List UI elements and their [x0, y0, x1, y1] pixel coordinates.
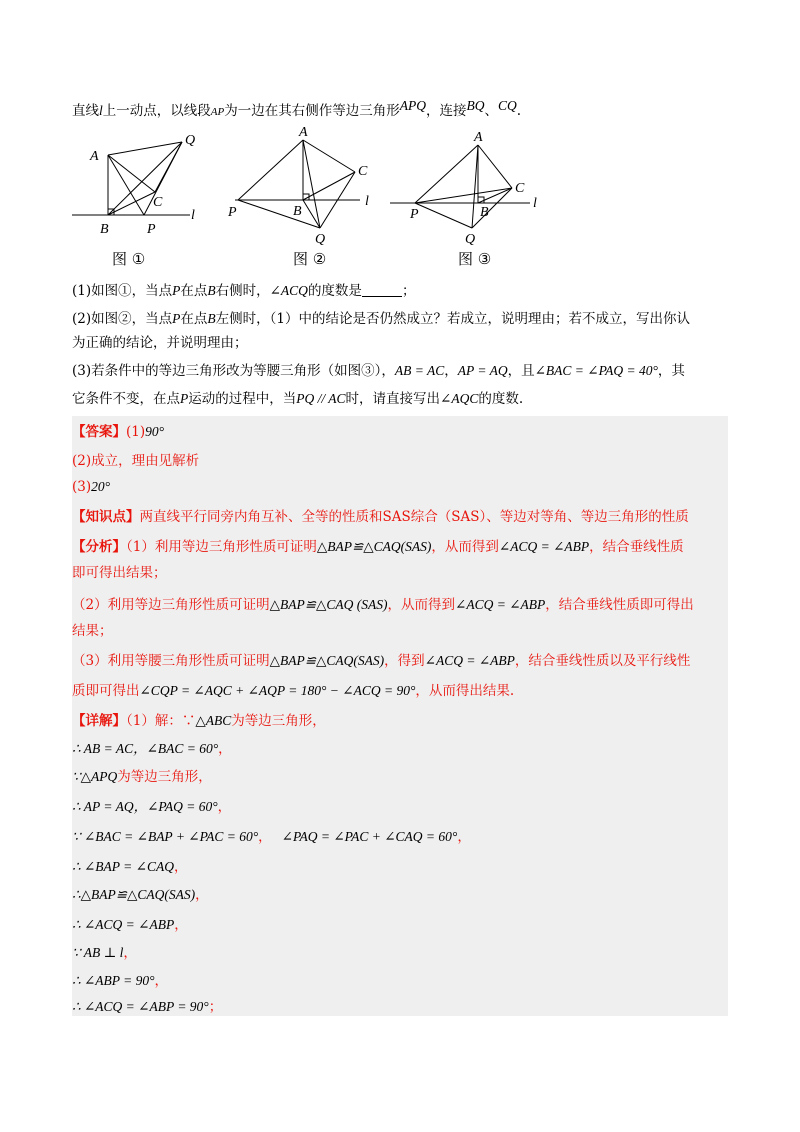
intro-text: ，连接 — [425, 103, 467, 119]
detail-text: ， — [174, 917, 188, 933]
detail-line-4 — [72, 826, 732, 848]
figure-1-caption: 图 ① — [112, 250, 146, 268]
analysis-text: （2）利用等边三角形性质可证明 — [72, 597, 270, 613]
knowledge-text: 两直线平行同旁内角互补、全等的性质和SAS综合（SAS）、等边对等角、等边三角形的性质 — [139, 509, 689, 525]
math-b: B — [207, 311, 216, 326]
answer-value-3: 20° — [91, 479, 111, 494]
detail-line-6 — [72, 884, 732, 906]
q2-text: 左侧时，（1）中的结论是否仍然成立？若成立，说明理由；若不成立，写出你认 — [215, 311, 690, 327]
detail-text: ， — [457, 829, 471, 845]
detail-line-0 — [72, 710, 732, 732]
math-ap-aq: AP = AQ — [457, 363, 508, 378]
detail-text: ， — [258, 829, 272, 845]
q1-text: (1)如图①，当点 — [72, 283, 173, 299]
math-cq: CQ — [497, 98, 517, 113]
fig2-label-l: l — [365, 194, 369, 209]
detail-text: ， — [195, 887, 209, 903]
q3-text: 运动的过程中，当 — [188, 391, 297, 407]
fig2-label-c: C — [358, 164, 368, 179]
fig2-label-q: Q — [315, 232, 326, 247]
fig1-label-a: A — [90, 149, 99, 164]
answer-line-3 — [72, 476, 732, 498]
analysis-text: ，从而得到 — [431, 539, 499, 555]
fig1-label-l: l — [191, 208, 195, 223]
intro-text: 、 — [484, 103, 498, 119]
math-angles-40: ∠BAC = ∠PAQ = 40° — [534, 363, 658, 378]
q3-text: ， — [444, 363, 458, 379]
fig3-label-l: l — [533, 196, 537, 211]
question-3-line-1 — [72, 360, 732, 382]
detail-text: ， — [218, 741, 232, 757]
math-angle-acq: ∠ACQ — [269, 283, 308, 298]
detail-text: （1）解：∵ — [126, 713, 196, 729]
detail-math: ∵ ∠BAC = ∠BAP + ∠PAC = 60° — [72, 829, 259, 844]
q3-text: (3)若条件中的等边三角形改为等腰三角形（如图③）， — [72, 363, 395, 379]
detail-text: 为等边三角形， — [117, 769, 212, 785]
analysis-line-4: 结果； — [72, 623, 113, 639]
answer-blank — [362, 282, 402, 297]
analysis-tag: 【分析】 — [72, 539, 126, 555]
answer-text: (1) — [126, 424, 146, 440]
detail-text: 为等边三角形， — [231, 713, 326, 729]
intro-text: 上一动点，以线段 — [102, 103, 211, 119]
answer-line-2: (2)成立，理由见解析 — [72, 453, 200, 469]
detail-text: ， — [154, 973, 169, 989]
q3-text: ，且 — [507, 363, 535, 379]
analysis-line-3 — [72, 594, 732, 616]
fig3-label-q: Q — [465, 232, 476, 247]
analysis-text: （3）利用等腰三角形性质可证明 — [72, 653, 270, 669]
intro-text: . — [516, 103, 522, 119]
question-1 — [72, 280, 732, 302]
intro-text: 直线 — [72, 103, 99, 119]
math-b: B — [207, 283, 216, 298]
detail-line-9 — [72, 970, 732, 992]
q1-text: 在点 — [180, 283, 208, 299]
math-angle-aqc: ∠AQC — [440, 391, 479, 406]
fig1-label-q: Q — [185, 133, 196, 148]
analysis-text: （1）利用等边三角形性质可证明 — [126, 539, 317, 555]
question-3-line-2 — [72, 388, 732, 410]
fig1-label-c: C — [153, 195, 163, 210]
math-l: l — [99, 103, 103, 118]
detail-line-10 — [72, 996, 732, 1018]
fig3-label-b: B — [480, 205, 489, 220]
math-p: P — [172, 283, 181, 298]
detail-text: ； — [208, 999, 223, 1015]
q2-text: 在点 — [180, 311, 208, 327]
analysis-text: ，得到 — [384, 653, 425, 669]
analysis-line-1 — [72, 536, 732, 558]
detail-math: ∴ ∠ABP = 90° — [72, 973, 155, 988]
math-p: P — [180, 391, 189, 406]
intro-text: 为一边在其右侧作等边三角形 — [224, 103, 400, 119]
math-congruence: △BAP≌△CAQ (SAS) — [269, 597, 388, 612]
detail-tag: 【详解】 — [72, 713, 126, 729]
math-angle-equality: ∠ACQ = ∠ABP — [455, 597, 546, 612]
detail-text: ， — [123, 945, 137, 961]
analysis-line-2: 即可得出结果； — [72, 565, 167, 581]
question-2-line-1 — [72, 308, 732, 330]
detail-text: ， — [217, 799, 232, 815]
detail-line-5 — [72, 856, 732, 878]
fig1-label-p: P — [147, 222, 156, 237]
detail-math: ∴ AP = AQ，∠PAQ = 60° — [72, 799, 218, 814]
analysis-line-5 — [72, 650, 732, 672]
question-2-line-2: 为正确的结论，并说明理由； — [72, 335, 248, 351]
math-bq: BQ — [466, 98, 485, 113]
detail-line-3 — [72, 796, 732, 818]
detail-math: ∵ AB ⊥ l — [72, 945, 124, 960]
knowledge-line — [72, 506, 732, 528]
figure-2-caption: 图 ② — [293, 250, 327, 268]
detail-line-7 — [72, 914, 732, 936]
q3-text: ，其 — [657, 363, 685, 379]
fig1-label-b: B — [100, 222, 109, 237]
math-angle-equality: ∠ACQ = ∠ABP — [424, 653, 515, 668]
detail-math: ∴ ∠BAP = ∠CAQ — [72, 859, 174, 874]
q1-text: 右侧时， — [215, 283, 270, 299]
detail-line-8 — [72, 942, 732, 964]
detail-text: ， — [173, 859, 188, 875]
analysis-text: ，从而得到 — [387, 597, 456, 613]
fig3-label-a: A — [474, 130, 483, 145]
q3-text: 时，请直接写出 — [345, 391, 441, 407]
knowledge-tag: 【知识点】 — [72, 509, 140, 525]
analysis-text: ，从而得出结果. — [415, 683, 515, 699]
fig2-label-p: P — [228, 205, 237, 220]
detail-line-1 — [72, 738, 732, 760]
q3-text: 的度数. — [478, 391, 524, 407]
fig2-label-a: A — [299, 125, 308, 140]
q2-text: (2)如图②，当点 — [72, 311, 173, 327]
math-p: P — [172, 311, 181, 326]
detail-math: ∵△APQ — [72, 769, 118, 784]
math-apq: APQ — [399, 98, 426, 113]
q1-text: ； — [401, 283, 416, 299]
analysis-text: 质即可得出 — [72, 683, 140, 699]
math-triangle-abc: △ABC — [195, 713, 232, 728]
math-congruence: △BAP≌△CAQ(SAS) — [316, 539, 432, 554]
detail-math: ∴ ∠ACQ = ∠ABP — [72, 917, 175, 932]
math-angle-sum: ∠CQP = ∠AQC + ∠AQP = 180° − ∠ACQ = 90° — [139, 683, 416, 698]
figure-3-caption: 图 ③ — [458, 250, 492, 268]
answer-value-1: 90° — [145, 424, 165, 439]
detail-math: ∴△BAP≌△CAQ(SAS) — [72, 887, 196, 902]
detail-math: ∠PAQ = ∠PAC + ∠CAQ = 60° — [281, 829, 458, 844]
math-ab-ac: AB = AC — [394, 363, 445, 378]
answer-text: (3) — [72, 479, 92, 495]
q3-text: 它条件不变，在点 — [72, 391, 180, 407]
math-angle-equality: ∠ACQ = ∠ABP — [498, 539, 590, 554]
problem-intro — [72, 95, 732, 123]
fig2-label-b: B — [293, 204, 302, 219]
fig3-label-p: P — [410, 207, 419, 222]
analysis-line-6 — [72, 680, 732, 702]
q1-text: 的度数是 — [307, 283, 362, 299]
answer-line-1 — [72, 421, 732, 443]
analysis-text: ，结合垂线性质即可得出 — [545, 597, 694, 613]
math-pq-parallel-ac: PQ // AC — [296, 391, 346, 406]
detail-math: ∴ ∠ACQ = ∠ABP = 90° — [72, 999, 209, 1014]
analysis-text: ，结合垂线性质 — [589, 539, 684, 555]
detail-math: ∴ AB = AC，∠BAC = 60° — [72, 741, 219, 756]
math-congruence: △BAP≌△CAQ(SAS) — [269, 653, 385, 668]
detail-line-2 — [72, 766, 732, 788]
answer-tag: 【答案】 — [72, 424, 126, 440]
math-ap: AP — [210, 106, 225, 118]
analysis-text: ，结合垂线性质以及平行线性 — [514, 653, 691, 669]
fig3-label-c: C — [515, 181, 525, 196]
